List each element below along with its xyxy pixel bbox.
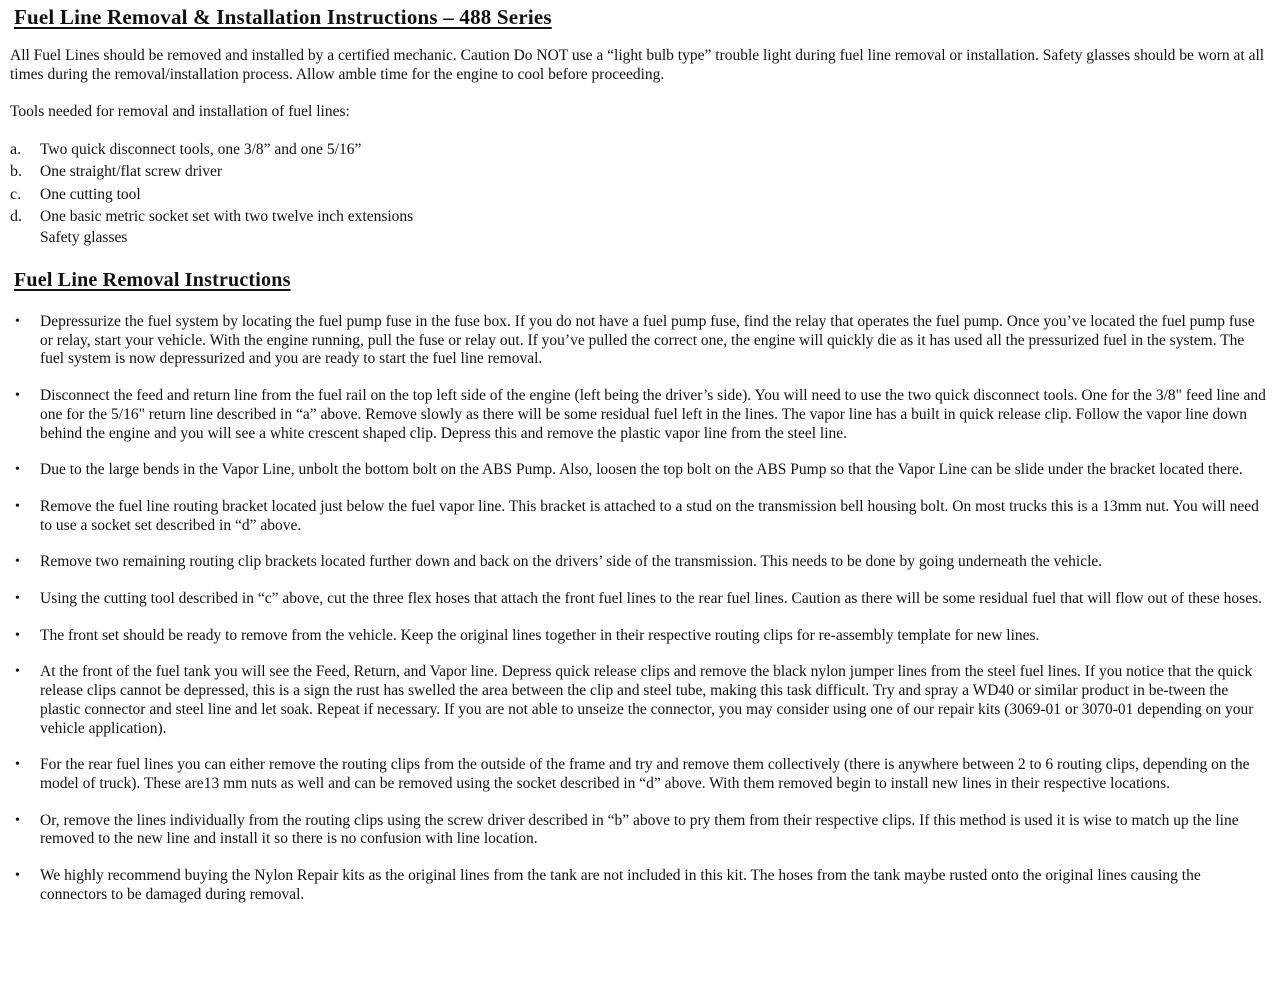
bullet-icon: • xyxy=(15,314,20,329)
removal-step-item xyxy=(14,461,1266,480)
tool-extra-line: Safety glasses xyxy=(40,228,128,246)
tool-item-text: One straight/flat screw driver xyxy=(40,163,223,180)
removal-step-text: We highly recommend buying the Nylon Repair kits as the original lines from the tank are not included in this kit. The hoses from the tank maybe rusted onto the original lines causing the connectors to be damaged during removal. xyxy=(40,867,1201,903)
bullet-icon: • xyxy=(15,757,20,773)
bullet-icon: • xyxy=(15,591,20,607)
bullet-icon: • xyxy=(15,627,20,643)
tool-list-item xyxy=(10,141,1266,160)
removal-step-text: Or, remove the lines individually from the routing clips using the screw driver described in “b” above to pry them from their respective clips. If this method is used it is wise to match up the line removed to the new line and install it so there is no confusion with line location. xyxy=(40,811,1239,848)
tool-list-item xyxy=(10,163,1266,182)
tool-item-text: One basic metric socket set with two twelve inch extensions xyxy=(40,208,414,225)
removal-step-item xyxy=(14,590,1266,609)
removal-step-text: The front set should be ready to remove from the vehicle. Keep the original lines together in their respective routing clips for re-assembly template for new lines. xyxy=(40,626,1040,644)
tools-intro: Tools needed for removal and installation of fuel lines: xyxy=(10,103,350,120)
document-title: Fuel Line Removal & Installation Instructions – 488 Series xyxy=(14,5,552,29)
removal-step-item xyxy=(14,812,1266,849)
removal-step-item xyxy=(14,627,1266,646)
removal-step-item xyxy=(14,867,1266,904)
removal-steps-list xyxy=(10,313,1266,904)
removal-step-text: For the rear fuel lines you can either remove the routing clips from the outside of the frame and try and remove them collectively (there is anywhere between 2 to 6 routing clips, depending on the model of truck). These are13 mm nuts as well and can be removed using the socket described in “d” above. With them removed begin to install new lines in their respective locations. xyxy=(40,756,1250,792)
bullet-icon: • xyxy=(15,498,20,514)
bullet-icon: • xyxy=(15,812,20,828)
tool-item-letter: b. xyxy=(10,163,22,180)
removal-step-item xyxy=(14,387,1266,443)
tools-list xyxy=(10,141,1266,248)
bullet-icon: • xyxy=(15,388,20,404)
tool-item-letter: d. xyxy=(10,208,22,225)
removal-step-item xyxy=(14,663,1266,738)
bullet-icon: • xyxy=(15,462,20,478)
removal-step-text: Remove two remaining routing clip brackets located further down and back on the drivers’ side of the transmission. This needs to be done by going underneath the vehicle. xyxy=(40,553,1103,571)
tool-item-text: Two quick disconnect tools, one 3/8” and one 5/16” xyxy=(40,140,362,158)
bullet-icon: • xyxy=(15,664,20,680)
removal-step-item xyxy=(14,498,1266,535)
removal-step-text: At the front of the fuel tank you will see the Feed, Return, and Vapor line. Depress quick release clips and remove the black nylon jumper lines from the steel fuel lines. If you notice that the quick release clips cannot be depressed, this is a sign the rust has swelled the area between the clip and steel tube, making this task difficult. Try and spray a WD40 or similar product in be-tween the plastic connector and steel line and let soak. Repeat if necessary. If you are not able to unseize the connector, you may consider using one of our repair kits (3069-01 or 3070-01 depending on your vehicle application). xyxy=(40,663,1254,737)
removal-step-text: Remove the fuel line routing bracket located just below the fuel vapor line. This bracket is attached to a stud on the transmission bell housing bolt. On most trucks this is a 13mm nut. You will need to use a socket set described in “d” above. xyxy=(40,497,1259,534)
intro-paragraph: All Fuel Lines should be removed and installed by a certified mechanic. Caution Do NOT use a “light bulb type” trouble light during fuel line removal or installation. Safety glasses should be worn at all times during the removal/installation process. Allow amble time for the engine to cool before proceeding. xyxy=(10,47,1265,83)
removal-step-item xyxy=(14,553,1266,572)
removal-step-text: Due to the large bends in the Vapor Line, unbolt the bottom bolt on the ABS Pump. Also, loosen the top bolt on the ABS Pump so that the Vapor Line can be slide under the bracket located there. xyxy=(40,461,1243,479)
tool-list-item xyxy=(10,208,1266,247)
bullet-icon: • xyxy=(15,554,20,570)
removal-step-text: Using the cutting tool described in “c” above, cut the three flex hoses that attach the front fuel lines to the rear fuel lines. Caution as there will be some residual fuel that will flow out of these hoses. xyxy=(40,590,1262,608)
tool-item-letter: c. xyxy=(10,185,22,203)
removal-step-item xyxy=(14,313,1266,369)
section-heading: Fuel Line Removal Instructions xyxy=(14,269,291,291)
tool-item-text: One cutting tool xyxy=(40,185,141,203)
tool-item-letter: a. xyxy=(10,140,22,158)
tool-list-item xyxy=(10,186,1266,205)
removal-step-item xyxy=(14,756,1266,793)
removal-step-text: Disconnect the feed and return line from the fuel rail on the top left side of the engine (left being the driver’s side). You will need to use the two quick disconnect tools. One for the 3/8" feed line and one for the 5/16" return line described in “a” above. Remove slowly as there will be some residual fuel left in the lines. The vapor line has a built in quick release clip. Follow the vapor line down behind the engine and you will see a white crescent shaped clip. Depress this and remove the plastic vapor line from the steel line. xyxy=(40,387,1266,442)
removal-step-text: Depressurize the fuel system by locating the fuel pump fuse in the fuse box. If you do not have a fuel pump fuse, find the relay that operates the fuel pump. Once you’ve located the fuel pump fuse or relay, start your vehicle. With the engine running, pull the fuse or relay out. If you’ve pulled the correct one, the engine will quickly die as it has used all the pressurized fuel in the system. The fuel system is now depressurized and you are ready to start the fuel line removal. xyxy=(40,313,1255,368)
bullet-icon: • xyxy=(15,868,20,884)
